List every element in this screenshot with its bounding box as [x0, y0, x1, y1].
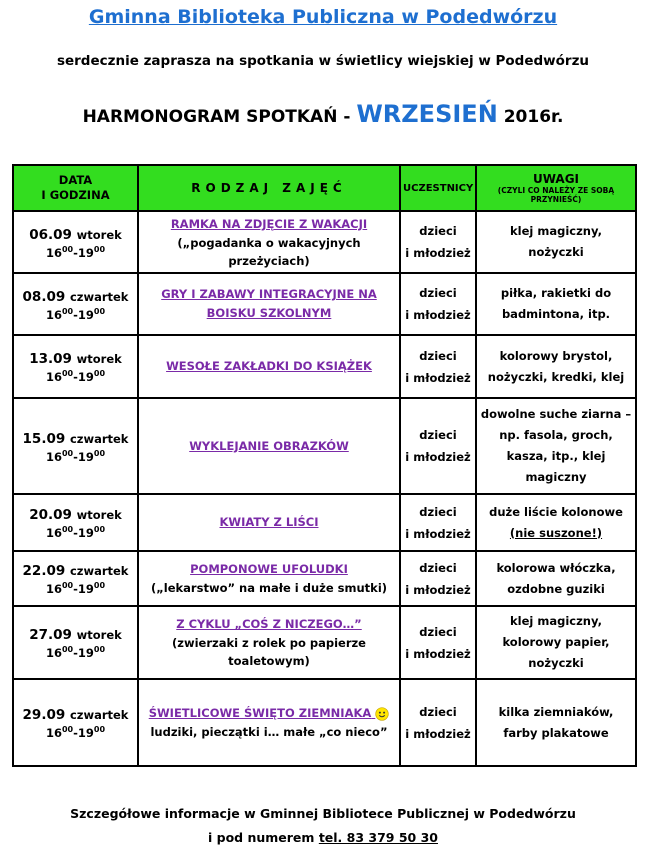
activity-title: KWIATY Z LIŚCI: [219, 515, 319, 529]
date-cell: [13, 211, 138, 273]
date-cell: [13, 494, 138, 551]
weekday: czwartek: [69, 431, 129, 446]
footer-contact: [0, 830, 646, 845]
notes-line1: klej magiczny,: [510, 224, 602, 238]
date-value: 20.09: [29, 507, 72, 524]
activity-cell: [138, 679, 400, 766]
hours: $16^{00}-19^{00}$: [45, 369, 106, 384]
participants-line1: dzieci: [419, 428, 457, 442]
hours: $16^{00}-19^{00}$: [45, 645, 106, 660]
table-row: [13, 335, 636, 398]
activity-title: RAMKA NA ZDJĘCIE Z WAKACJI: [170, 216, 368, 231]
notes-cell: [476, 551, 636, 606]
date-value: 29.09: [22, 707, 66, 724]
hours: $16^{00}-19^{00}$: [45, 448, 106, 464]
notes-cell: [476, 273, 636, 335]
participants-line1: dzieci: [419, 624, 457, 639]
notes-line2: farby plakatowe: [503, 725, 609, 740]
table-row: [13, 398, 636, 494]
participants-line2: i młodzież: [405, 582, 471, 597]
activity-title: Z CYKLU „COŚ Z NICZEGO…”: [176, 617, 362, 631]
notes-cell: [476, 211, 636, 273]
notes-line1: kolorowy brystol,: [499, 348, 613, 363]
participants-cell: [400, 494, 476, 551]
hours: $16^{00}-19^{00}$: [45, 581, 106, 596]
activity-title: WESOŁE ZAKŁADKI DO KSIĄŻEK: [166, 359, 372, 373]
notes-cell: [476, 679, 636, 766]
header-participants: UCZESTNICY: [400, 165, 476, 211]
notes-line1: piłka, rakietki do: [500, 286, 612, 300]
participants-cell: [400, 273, 476, 335]
weekday: czwartek: [69, 708, 129, 723]
participants-line2: i młodzież: [405, 246, 471, 260]
activity-note: („pogadanka o wakacyjnych przeżyciach): [177, 235, 361, 268]
date-value: 13.09: [29, 351, 72, 368]
hours: $16^{00}-19^{00}$: [45, 725, 106, 740]
notes-cell: [476, 335, 636, 398]
header-notes-title: UWAGI: [532, 171, 580, 186]
notes-cell: [476, 398, 636, 494]
table-row: [13, 494, 636, 551]
table-header-row: [13, 165, 636, 211]
notes-line1: kilka ziemniaków,: [498, 704, 614, 719]
activity-note: (zwierzaki z rolek po papierze toaletowym): [172, 636, 366, 668]
participants-line1: dzieci: [419, 224, 457, 238]
hours: $16^{00}-19^{00}$: [45, 525, 106, 540]
date-cell: [13, 273, 138, 335]
date-value: 27.09: [29, 627, 72, 644]
notes-line1: klej magiczny, kolorowy papier, nożyczki: [502, 614, 610, 670]
notes-cell: [476, 494, 636, 551]
activity-title: ŚWIETLICOWE ŚWIĘTO ZIEMNIAKA: [148, 706, 372, 720]
participants-cell: [400, 606, 476, 679]
activity-cell: [138, 335, 400, 398]
participants-cell: [400, 335, 476, 398]
participants-line1: dzieci: [419, 504, 457, 519]
weekday: wtorek: [76, 352, 122, 367]
activity-cell: [138, 211, 400, 273]
date-value: 15.09: [22, 430, 66, 447]
notes-cell: [476, 606, 636, 679]
activity-title: POMPONOWE UFOLUDKI: [190, 562, 348, 576]
weekday: wtorek: [76, 508, 122, 523]
date-value: 06.09: [29, 226, 72, 243]
notes-line1: dowolne suche ziarna – np. fasola, groch, kasza, itp., klej magiczny: [480, 407, 632, 484]
schedule-month: WRZESIEŃ: [356, 100, 498, 128]
invitation-subtitle: serdecznie zaprasza na spotkania w świetlicy wiejskiej w Podedwórzu: [56, 53, 590, 69]
participants-line1: dzieci: [419, 348, 457, 363]
activity-title: GRY I ZABAWY INTEGRACYJNE NA BOISKU SZKOLNYM: [161, 287, 377, 320]
notes-line1: duże liście kolonowe: [489, 504, 623, 519]
hours: $16^{00}-19^{00}$: [45, 244, 106, 260]
notes-line2: ozdobne guziki: [507, 581, 605, 596]
activity-note: („lekarstwo” na małe i duże smutki): [150, 581, 388, 595]
participants-cell: [400, 551, 476, 606]
participants-line1: dzieci: [419, 286, 457, 300]
footer-contact-prefix: i pod numerem: [208, 830, 315, 845]
participants-line1: dzieci: [419, 560, 457, 575]
weekday: czwartek: [69, 564, 129, 579]
footer-info: Szczegółowe informacje w Gminnej Bibliotece Publicznej w Podedwórzu: [70, 806, 576, 821]
activity-cell: [138, 606, 400, 679]
page-title: Gminna Biblioteka Publiczna w Podedwórzu: [88, 6, 558, 28]
activity-cell: [138, 398, 400, 494]
participants-line2: i młodzież: [405, 526, 471, 541]
schedule-prefix: HARMONOGRAM SPOTKAŃ -: [82, 107, 351, 127]
date-value: 22.09: [22, 563, 66, 580]
header-notes: [476, 165, 636, 211]
header-notes-subtitle: (CZYLI CO NALEŻY ZE SOBĄ PRZYNIEŚĆ): [497, 185, 615, 204]
participants-cell: [400, 211, 476, 273]
date-cell: [13, 679, 138, 766]
activity-cell: [138, 551, 400, 606]
table-row: [13, 551, 636, 606]
hours: $16^{00}-19^{00}$: [45, 306, 106, 322]
participants-line2: i młodzież: [405, 726, 471, 741]
notes-line2: nożyczki, kredki, klej: [487, 369, 625, 384]
date-cell: [13, 551, 138, 606]
activity-cell: [138, 273, 400, 335]
header-date-line2: I GODZINA: [41, 188, 110, 202]
date-value: 08.09: [22, 288, 66, 305]
schedule-heading: [0, 100, 646, 128]
notes-line2: badmintona, itp.: [501, 307, 611, 321]
table-row: [13, 606, 636, 679]
header-date-line1: DATA: [58, 173, 93, 187]
participants-line2: i młodzież: [405, 308, 471, 322]
weekday: wtorek: [76, 227, 122, 242]
activity-note: ludziki, pieczątki i… małe „co nieco”: [150, 725, 388, 739]
participants-line2: i młodzież: [405, 450, 471, 464]
notes-line1: kolorowa włóczka,: [496, 560, 616, 575]
smiley-icon: [375, 707, 389, 721]
notes-line2: (nie suszone!): [509, 525, 603, 540]
date-cell: [13, 398, 138, 494]
weekday: wtorek: [76, 628, 122, 643]
table-row: [13, 273, 636, 335]
notes-line2: nożyczki: [528, 245, 584, 259]
weekday: czwartek: [69, 289, 129, 304]
date-cell: [13, 335, 138, 398]
table-row: [13, 211, 636, 273]
participants-cell: [400, 679, 476, 766]
participants-cell: [400, 398, 476, 494]
activity-cell: [138, 494, 400, 551]
header-activity: RODZAJ ZAJĘĆ: [138, 165, 400, 211]
schedule-table: [12, 164, 637, 767]
table-row: [13, 679, 636, 766]
phone-number: tel. 83 379 50 30: [318, 830, 438, 845]
schedule-year: 2016r.: [503, 107, 564, 127]
header-date: [13, 165, 138, 211]
participants-line1: dzieci: [419, 704, 457, 719]
activity-title: WYKLEJANIE OBRAZKÓW: [189, 438, 349, 453]
participants-line2: i młodzież: [405, 370, 471, 385]
date-cell: [13, 606, 138, 679]
participants-line2: i młodzież: [405, 646, 471, 661]
